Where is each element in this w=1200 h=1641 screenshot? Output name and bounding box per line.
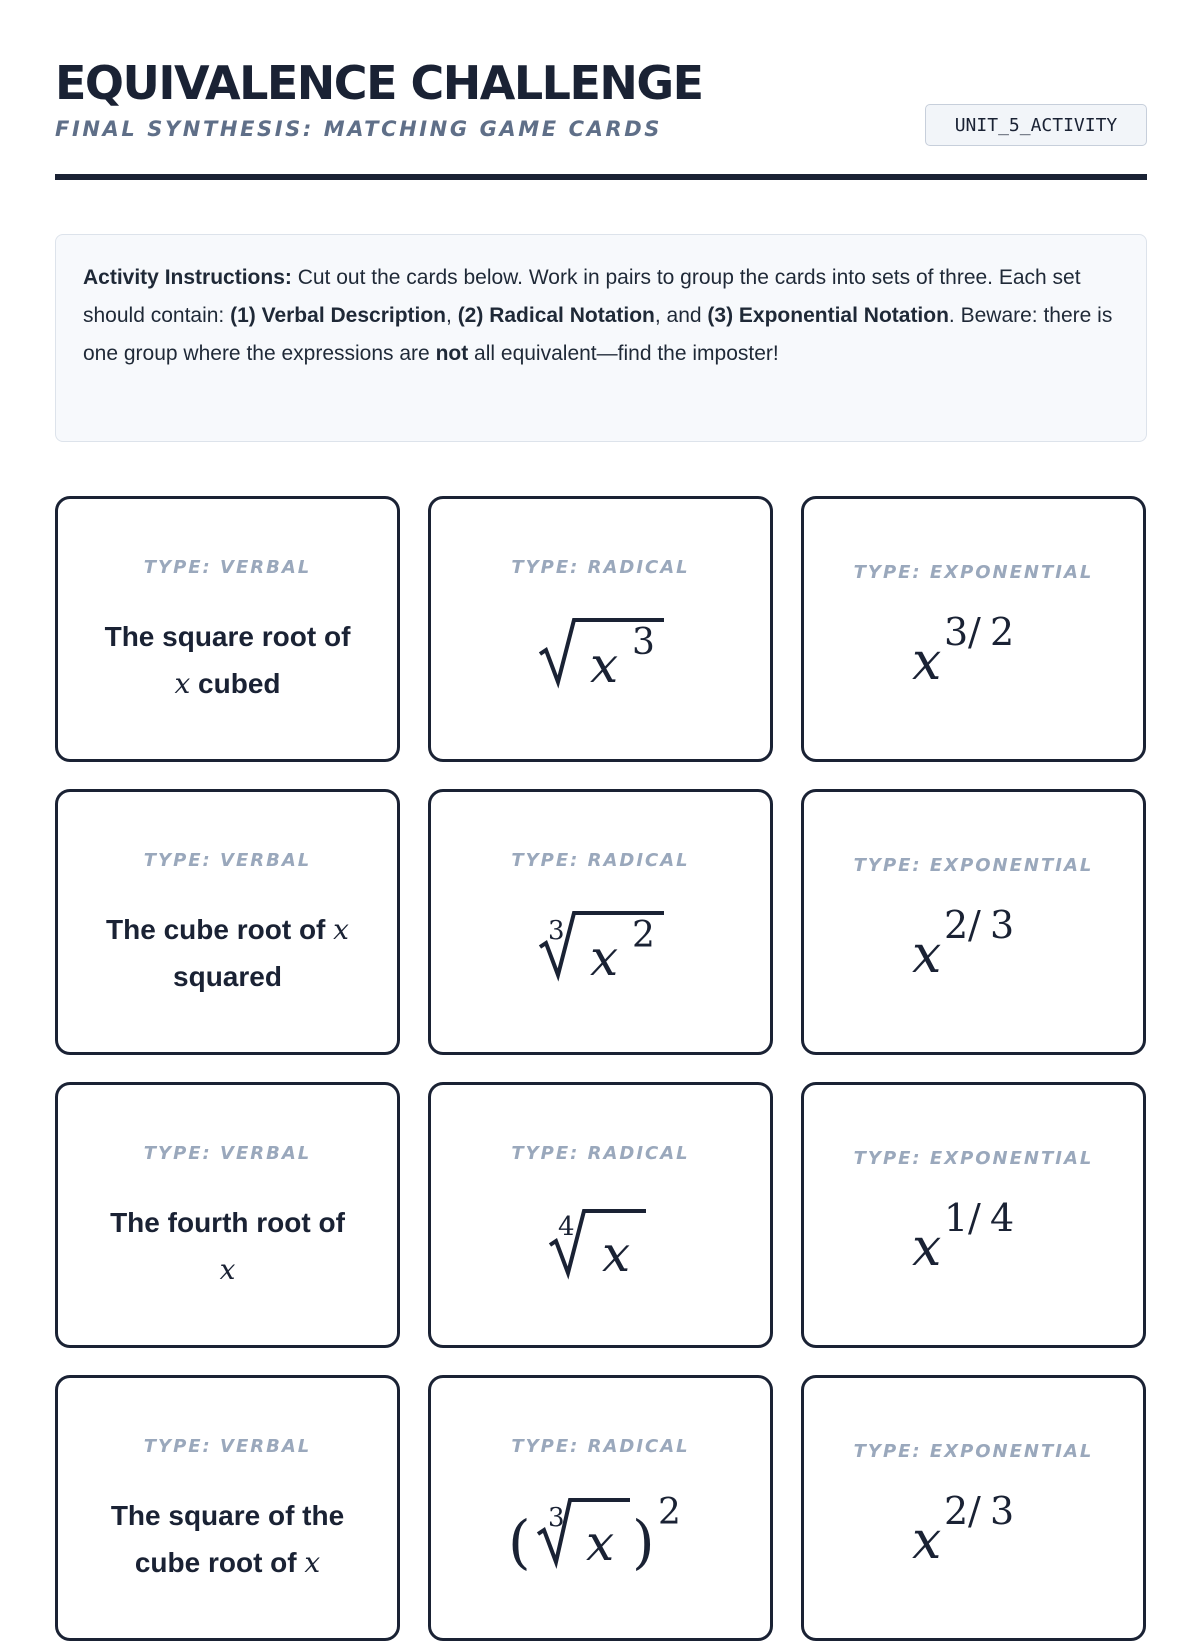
variable-x: x (174, 667, 191, 700)
instructions-radical: (2) Radical Notation (457, 304, 655, 327)
card-radical-2[interactable] (428, 789, 773, 1055)
verbal-text: squared (173, 961, 282, 992)
card-type-label: TYPE: RADICAL (511, 850, 690, 871)
card-radical-3[interactable] (428, 1082, 773, 1348)
instructions-text-2: , (446, 304, 458, 327)
card-radical-1[interactable] (428, 496, 773, 762)
radical-expression (431, 599, 770, 699)
card-type-label: TYPE: EXPONENTIAL (853, 1441, 1094, 1462)
instructions-box (55, 234, 1147, 442)
radicand-x: x (585, 1514, 614, 1572)
card-type-label: TYPE: EXPONENTIAL (853, 1148, 1094, 1169)
header (55, 0, 1147, 182)
card-verbal-1[interactable] (55, 496, 400, 762)
verbal-text: The square of the (110, 1500, 345, 1531)
verbal-description (78, 906, 377, 1000)
close-paren: ) (631, 1508, 655, 1576)
radicand-exponent: 2 (631, 915, 655, 956)
radicand-x: x (601, 1225, 630, 1283)
card-verbal-4[interactable] (55, 1375, 400, 1641)
base-x: x (911, 632, 941, 692)
radicand-exponent: 3 (631, 622, 655, 663)
verbal-text: cubed (198, 668, 281, 699)
verbal-text: The fourth root of (110, 1207, 345, 1238)
math-svg (506, 1478, 696, 1578)
math-svg (546, 1195, 656, 1285)
exponential-expression (804, 1180, 1143, 1280)
card-type-label: TYPE: VERBAL (143, 1143, 312, 1164)
instructions-not: not (435, 342, 469, 365)
card-exponential-2[interactable] (801, 789, 1146, 1055)
card-type-label: TYPE: VERBAL (143, 557, 312, 578)
instructions-lead: Activity Instructions: (83, 266, 292, 289)
card-type-label: TYPE: EXPONENTIAL (853, 855, 1094, 876)
exponential-expression (804, 1473, 1143, 1573)
base-x: x (911, 925, 941, 985)
radical-index: 3 (547, 1503, 565, 1533)
instructions-text-1: Cut out the cards below. Work in pairs to group the cards into sets of three. Each set should contain: (83, 266, 1081, 327)
card-exponential-1[interactable] (801, 496, 1146, 762)
exp-slash: / (967, 610, 981, 654)
card-exponential-4[interactable] (801, 1375, 1146, 1641)
open-paren: ( (507, 1508, 531, 1576)
radical-index: 4 (557, 1212, 575, 1242)
verbal-text: cube root of (134, 1547, 297, 1578)
base-x: x (911, 1218, 941, 1278)
exp-numerator: 2 (943, 1489, 968, 1533)
exp-numerator: 1 (943, 1196, 968, 1240)
card-type-label: TYPE: EXPONENTIAL (853, 562, 1094, 583)
math-svg (904, 1478, 1044, 1571)
card-exponential-3[interactable] (801, 1082, 1146, 1348)
exp-denominator: 2 (989, 610, 1014, 654)
math-svg (536, 604, 666, 694)
card-type-label: TYPE: RADICAL (511, 1436, 690, 1457)
outer-exponent: 2 (657, 1492, 681, 1533)
radical-expression (431, 892, 770, 992)
card-verbal-3[interactable] (55, 1082, 400, 1348)
page-subtitle: FINAL SYNTHESIS: MATCHING GAME CARDS (55, 117, 663, 141)
exp-denominator: 3 (989, 1489, 1014, 1533)
instructions-exponential: (3) Exponential Notation (707, 304, 949, 327)
verbal-description (78, 1199, 377, 1293)
card-type-label: TYPE: RADICAL (511, 557, 690, 578)
radical-expression (431, 1190, 770, 1290)
verbal-text: The cube root of (106, 914, 326, 945)
exp-denominator: 3 (989, 903, 1014, 947)
exp-slash: / (967, 903, 981, 947)
card-type-label: TYPE: VERBAL (143, 850, 312, 871)
variable-x: x (304, 1546, 321, 1579)
verbal-description (78, 613, 377, 707)
card-type-label: TYPE: VERBAL (143, 1436, 312, 1457)
math-svg (904, 599, 1044, 692)
exp-numerator: 3 (943, 610, 968, 654)
variable-x: x (219, 1253, 236, 1286)
variable-x: x (333, 913, 349, 946)
radicand-x: x (589, 636, 618, 694)
math-svg (904, 1185, 1044, 1278)
exponential-expression (804, 594, 1143, 694)
radical-index: 3 (547, 916, 565, 946)
exponential-expression (804, 887, 1143, 987)
exp-denominator: 4 (989, 1196, 1014, 1240)
page-title: EQUIVALENCE CHALLENGE (55, 56, 703, 110)
worksheet-page (55, 0, 1147, 1600)
instructions-verbal: (1) Verbal Description (230, 304, 447, 327)
card-verbal-2[interactable] (55, 789, 400, 1055)
instructions-text-5: all equivalent—find the imposter! (468, 342, 779, 365)
instructions-text-4: . Beware: there is one group where the expressions are (83, 304, 1113, 365)
unit-badge: UNIT_5_ACTIVITY (925, 104, 1147, 146)
math-svg (904, 892, 1044, 985)
exp-slash: / (967, 1489, 981, 1533)
verbal-text: The square root of (104, 621, 351, 652)
radical-expression (431, 1478, 770, 1578)
radicand-x: x (589, 929, 618, 987)
instructions-text-3: , and (654, 304, 708, 327)
exp-numerator: 2 (943, 903, 968, 947)
exp-slash: / (967, 1196, 981, 1240)
card-type-label: TYPE: RADICAL (511, 1143, 690, 1164)
verbal-description (78, 1492, 377, 1586)
card-radical-4[interactable] (428, 1375, 773, 1641)
header-divider (55, 174, 1147, 180)
base-x: x (911, 1511, 941, 1571)
math-svg (536, 897, 666, 987)
